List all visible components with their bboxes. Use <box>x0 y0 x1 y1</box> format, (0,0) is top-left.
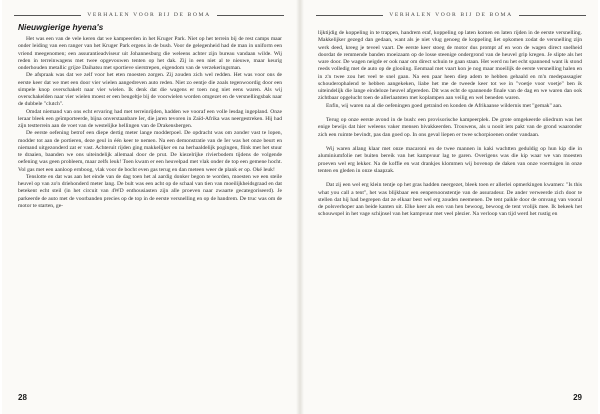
page-number: 29 <box>573 393 582 402</box>
header-rule <box>316 15 383 16</box>
paragraph: lijktijdig de koppeling in te trappen, handrem eraf, koppeling op laten komen en laten rijden in de eerste versnelling. Makkelijker gezegd dan gedaan, want als je niet vlug genoeg de koppeling liet opkomen zodat de versnelling zijn werk deed, kreeg je teveel vaart. De eerste keer stoeg de motor dus prompt af en won de wagen direct snelheid doordat de remmende banden moeizaam op de losse steenige ondergrond van de heuvel grip kregen. Je slipte als het ware door. De wagen neigde er ook naar om direct schuin te gaan staan. Het werd nu het echt spannend want ik stond reeds volledig met de auto op de glooiing. Eenmaal met vaart kon je nog maar moeilijk de eerste versnelling halen en in z'n twee zou het veel te snel gaan. Na een paar heen diep adem te hebben gehaald en m'n medepassagier schouderophalend te hebben aangekeken, liabe het me de tweede keer tot we in "voetje voor voetje" ben ik uiteindelijk die lange eindeloze heuvel afgereden. Dit was echt de spannende finale van de dag en we waren dan ook zichtbaar opgelucht toen de allerlaatsten met koplampen aan veilig en wel beneden waren. <box>318 30 582 102</box>
paragraph: Tenslotte en dat was aan het einde van de dag toen het al aardig donker begon te worden, moesten we een steile heuvel op van zo'n driehonderd meter lang. De bult was een acht op de schaal van tien van moeilijkheidsgraad en dat betekent echt steil (in het circuit van 4WD enthousiasten zijn alle proeven naar zwaarte gecategoriseerd). Je parkeerde de auto met de voorbanden precies op de top in de eerste versnelling en op de handrem. De truc was om de motor te starten, ge- <box>18 173 282 209</box>
paragraph: De afspraak was dat we zelf voor het eten moesten zorgen. Zij zouden zich wel redden. Het was voor ons de eerste keer dat we met een door vier wielen aangedreven auto reden. Niet zo eentje die zoals tegenwoordig door een simpele knop overschakelt naar vier wielen. Ik denk dat die wagens er toen nog niet eens waren. Als wij overschakelden naar vier wielen moest er een beugeltje bij de voorwielen worden omgezet en de versnellingsbak naar de dubbele "clutch". <box>18 72 282 108</box>
header-rule <box>519 15 586 16</box>
paragraph: De eerste oefening betrof een diepe dertig meter lange modderpoel. De opdracht was om zonder vast te lopen, modder tot aan de portieren, deze geul in één keer te nemen. Na een demonstratie van de Ier was het onze beurt en niemand uitgezonderd zat er vast. Achteruit rijden ging makkelijker en na herhaaldelijk pogingen, flink met het stuur te draaien, baanden we ons uiteindelijk allemaal door de prut. De kiezelrijke rivierbodem tijdens de volgende oefening was geen probleem, maar zelfs leuk! Toen kwam er een heuvelpad met vlak onder de top een gemene hocht. Vol gas met een aanloop ernboog, vlak voor de bocht even gas terug en dan meteen weer de plank er op. Oké leuk! <box>18 130 282 173</box>
section-title: Nieuwgierige hyena's <box>18 22 104 32</box>
paragraph: Het was een van de vele keren dat we kampeerden in het Kruger Park. Niet op het terrein bij de rest camps maar onder leiding van een ranger van het Kruger Park ergens in de bush. Voor de gelegenheid had de man in uniform een vriend meegenomen; een assurantieadviseur uit Johannesburg die weleens achter zijn bureau vandaan wilde. Wij reden in terreinwagens met twee opgevouwen tenten op het dak. Zij in een niet al te nieuwe, maar keurig onderhouden metallic grijze Daihatsu met sportieve sierstrepen, eigendom van de verzekeringsman. <box>18 36 282 71</box>
paragraph: Dat zij een wel erg klein tentje op het gras hadden neergezet, bleek toen er allerlei opmerkingen kwamen: "Is this what you call a tent", het was blijkbaar een eenpersoonstentje van de assuradeur. De ander verweerde zich door te stellen dat hij had begrepen dat ze elkaar best wel erg zouden neemenen. De tent paikle door de omvang van vooral de polsverhoper aan beide kanten uit. Elke keer als een van hen bewoog, bewoog de tent vrolijk mee. Ik bekeek het schouwspel in het vage schijnsel van het kampvuur met veel plezier. Na verloop van tijd werd het rustig en <box>318 182 582 218</box>
page-body <box>18 36 282 380</box>
paragraph: Enfin, wij waren na al die oefeningen goed getraind en konden de Afrikaanse wildernis met "gemak" aan. <box>326 102 563 109</box>
running-head-title: VERHALEN VOOR BIJ DE BOMA <box>87 12 211 18</box>
header-rule <box>14 15 81 16</box>
left-page <box>2 0 296 414</box>
book-gutter <box>296 0 304 414</box>
paragraph: Wij waren allang klaar met onze macaroni en de twee mannen in kaki wachtten geduldig op hun kip die in aluminiumfolie net buiten bereik van het kampvuur lag te garen. Overigens was die kip waar we van moesten proeven wel erg lekker. Na de koffie en wat drankjes klommen wij bovenop de daken van onze voertuigen in onze tenten en gleden in onze slaapzak. <box>318 146 582 174</box>
page-body <box>318 30 582 380</box>
running-head-title: VERHALEN VOOR BIJ DE BOMA <box>389 12 513 18</box>
paragraph: Terug op onze eerste avond in de bush: een provisorische kampeerplek. De grote omgekeerde oliedrum was het enige bewijs dat hier weleens vaker mensen bivakkeerden. Trouwens, als u nooit iets pakt van de grond waaronder zich een ruimte bevindt, pas dan goed op. In ons geval liepen er twee schorpioenen onder vandaan. <box>318 117 582 138</box>
paragraph: Omdat niemand van ons echt ervaring had met terreinrijden, hadden we vooraf een volle lesdag ingepland. Onze leraar bleek een geïmporteerde, bijna onverstaanbare Ier, die jaren tevoren in Zaïd-Afrika was neergestreken. Hij had zijn testterrein aan de voet van de westelijke hellingen van de Drakensbergen. <box>18 108 282 129</box>
header-rule <box>217 15 284 16</box>
right-page <box>304 0 598 414</box>
running-head <box>14 9 284 21</box>
running-head <box>316 9 586 21</box>
page-number: 28 <box>18 393 27 402</box>
